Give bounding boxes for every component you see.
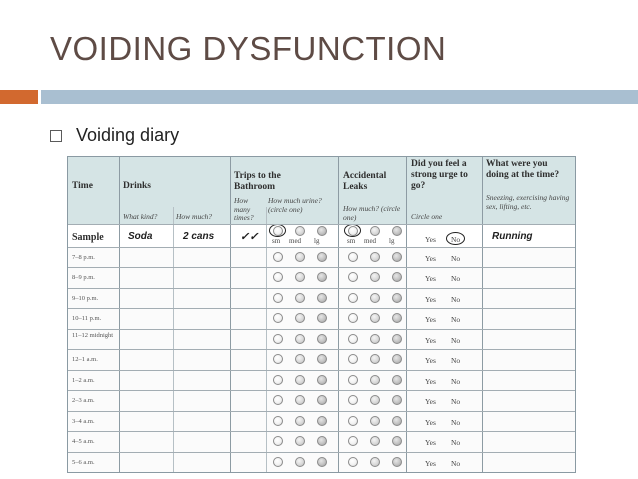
header-drinks-much: How much? <box>176 212 213 221</box>
row-8-leak-sm-circle[interactable] <box>348 416 358 426</box>
column-divider <box>230 157 231 472</box>
row-5-leak-sm-circle[interactable] <box>348 354 358 364</box>
sample-doing: Running <box>492 231 533 242</box>
row-divider <box>68 452 575 453</box>
header-trips-many: How many times? <box>234 196 254 222</box>
row-10-urine-sm-circle[interactable] <box>273 457 283 467</box>
time-slot-label: 5–6 a.m. <box>72 458 95 466</box>
row-5-urine-sm-circle[interactable] <box>273 354 283 364</box>
header-drinks: Drinks <box>123 181 151 191</box>
row-2-urine-med-circle[interactable] <box>295 293 305 303</box>
row-divider <box>68 329 575 330</box>
urge-yes-option[interactable]: Yes <box>425 438 436 447</box>
urge-no-option[interactable]: No <box>451 377 461 386</box>
bullet-item <box>50 125 179 146</box>
row-divider <box>68 349 575 350</box>
row-6-leak-med-circle[interactable] <box>370 375 380 385</box>
urge-no-option[interactable]: No <box>451 254 461 263</box>
row-9-urine-lg-circle[interactable] <box>317 436 327 446</box>
row-1-urine-sm-circle[interactable] <box>273 272 283 282</box>
row-2-leak-med-circle[interactable] <box>370 293 380 303</box>
column-divider <box>338 157 339 472</box>
row-10-urine-med-circle[interactable] <box>295 457 305 467</box>
row-8-leak-med-circle[interactable] <box>370 416 380 426</box>
sample-trips: ✓✓ <box>240 231 259 243</box>
row-3-leak-lg-circle[interactable] <box>392 313 402 323</box>
sample-sm-circled <box>269 224 286 237</box>
time-slot-label: 3–4 a.m. <box>72 417 95 425</box>
row-divider <box>68 308 575 309</box>
row-2-leak-lg-circle[interactable] <box>392 293 402 303</box>
row-divider <box>68 431 575 432</box>
time-slot-label: 4–5 a.m. <box>72 438 95 446</box>
row-10-urine-lg-circle[interactable] <box>317 457 327 467</box>
urge-no-option[interactable]: No <box>451 336 461 345</box>
urge-no-option[interactable]: No <box>451 274 461 283</box>
sample-urine-size-label: lg <box>314 237 320 245</box>
row-0-leak-med-circle[interactable] <box>370 252 380 262</box>
urge-no-option[interactable]: No <box>451 315 461 324</box>
voiding-diary-table <box>67 156 576 473</box>
row-divider <box>68 247 575 248</box>
row-1-urine-lg-circle[interactable] <box>317 272 327 282</box>
row-0-leak-lg-circle[interactable] <box>392 252 402 262</box>
row-0-urine-lg-circle[interactable] <box>317 252 327 262</box>
urge-yes-option[interactable]: Yes <box>425 315 436 324</box>
row-4-urine-sm-circle[interactable] <box>273 334 283 344</box>
sample-yes: Yes <box>425 235 436 244</box>
row-0-urine-sm-circle[interactable] <box>273 252 283 262</box>
row-6-urine-sm-circle[interactable] <box>273 375 283 385</box>
row-4-leak-sm-circle[interactable] <box>348 334 358 344</box>
accent-bar-orange <box>0 90 38 104</box>
row-7-leak-lg-circle[interactable] <box>392 395 402 405</box>
row-3-urine-lg-circle[interactable] <box>317 313 327 323</box>
column-divider <box>482 157 483 472</box>
row-3-urine-med-circle[interactable] <box>295 313 305 323</box>
row-10-leak-sm-circle[interactable] <box>348 457 358 467</box>
row-2-urine-lg-circle[interactable] <box>317 293 327 303</box>
sample-urine-size-label: med <box>289 237 302 245</box>
sample-sm-circled <box>344 224 361 237</box>
row-divider <box>68 224 575 225</box>
row-3-leak-sm-circle[interactable] <box>348 313 358 323</box>
row-4-leak-med-circle[interactable] <box>370 334 380 344</box>
row-8-leak-lg-circle[interactable] <box>392 416 402 426</box>
row-4-leak-lg-circle[interactable] <box>392 334 402 344</box>
time-slot-label: 12–1 a.m. <box>72 356 98 364</box>
row-1-leak-sm-circle[interactable] <box>348 272 358 282</box>
sample-no: No <box>451 235 461 244</box>
row-5-urine-lg-circle[interactable] <box>317 354 327 364</box>
urge-yes-option[interactable]: Yes <box>425 254 436 263</box>
sample-drink-amount: 2 cans <box>183 231 215 242</box>
row-9-urine-med-circle[interactable] <box>295 436 305 446</box>
sample-leak-med-circle[interactable] <box>370 226 380 236</box>
header-trips: Trips to the Bathroom <box>234 171 281 192</box>
sample-urine-lg-circle[interactable] <box>317 226 327 236</box>
header-drinks-kind: What kind? <box>123 212 158 221</box>
row-divider <box>68 267 575 268</box>
urge-no-option[interactable]: No <box>451 397 461 406</box>
row-8-urine-lg-circle[interactable] <box>317 416 327 426</box>
row-8-urine-sm-circle[interactable] <box>273 416 283 426</box>
row-7-urine-sm-circle[interactable] <box>273 395 283 405</box>
row-divider <box>68 370 575 371</box>
header-leaks: Accidental Leaks <box>343 171 387 192</box>
time-slot-label: 7–8 p.m. <box>72 254 95 261</box>
urge-yes-option[interactable]: Yes <box>425 459 436 468</box>
row-3-urine-sm-circle[interactable] <box>273 313 283 323</box>
row-9-urine-sm-circle[interactable] <box>273 436 283 446</box>
time-slot-label: 2–3 a.m. <box>72 397 95 405</box>
sample-label: Sample <box>72 232 104 243</box>
row-5-leak-med-circle[interactable] <box>370 354 380 364</box>
header-trips-urine: How much urine? (circle one) <box>268 196 322 214</box>
header-time: Time <box>72 181 93 191</box>
time-slot-label: 11–12 midnight <box>72 331 114 339</box>
row-6-urine-med-circle[interactable] <box>295 375 305 385</box>
sample-drink-kind: Soda <box>128 231 153 242</box>
row-5-urine-med-circle[interactable] <box>295 354 305 364</box>
header-doing: What were you doing at the time? <box>486 159 560 180</box>
row-0-leak-sm-circle[interactable] <box>348 252 358 262</box>
row-1-leak-lg-circle[interactable] <box>392 272 402 282</box>
row-3-leak-med-circle[interactable] <box>370 313 380 323</box>
time-slot-label: 9–10 p.m. <box>72 294 99 302</box>
row-7-urine-med-circle[interactable] <box>295 395 305 405</box>
row-6-urine-lg-circle[interactable] <box>317 375 327 385</box>
bullet-square-icon <box>50 130 62 142</box>
row-10-leak-lg-circle[interactable] <box>392 457 402 467</box>
row-5-leak-lg-circle[interactable] <box>392 354 402 364</box>
row-2-leak-sm-circle[interactable] <box>348 293 358 303</box>
column-divider <box>406 157 407 472</box>
header-doing-examples: Sneezing, exercising having sex, lifting, etc. <box>486 193 570 211</box>
time-slot-label: 8–9 p.m. <box>72 274 95 282</box>
column-divider <box>119 157 120 472</box>
urge-yes-option[interactable]: Yes <box>425 377 436 386</box>
urge-no-option[interactable]: No <box>451 295 461 304</box>
row-2-urine-sm-circle[interactable] <box>273 293 283 303</box>
row-7-urine-lg-circle[interactable] <box>317 395 327 405</box>
sample-leak-size-label: med <box>364 237 377 245</box>
urge-yes-option[interactable]: Yes <box>425 397 436 406</box>
sample-leak-lg-circle[interactable] <box>392 226 402 236</box>
row-0-urine-med-circle[interactable] <box>295 252 305 262</box>
row-10-leak-med-circle[interactable] <box>370 457 380 467</box>
row-9-leak-med-circle[interactable] <box>370 436 380 446</box>
urge-yes-option[interactable]: Yes <box>425 274 436 283</box>
row-divider <box>68 390 575 391</box>
row-4-urine-med-circle[interactable] <box>295 334 305 344</box>
row-7-leak-sm-circle[interactable] <box>348 395 358 405</box>
row-6-leak-sm-circle[interactable] <box>348 375 358 385</box>
urge-no-option[interactable]: No <box>451 418 461 427</box>
row-8-urine-med-circle[interactable] <box>295 416 305 426</box>
slide-title: VOIDING DYSFUNCTION <box>50 30 447 67</box>
urge-no-option[interactable]: No <box>451 356 461 365</box>
header-leaks-much: How much? (circle one) <box>343 204 401 222</box>
row-1-urine-med-circle[interactable] <box>295 272 305 282</box>
row-divider <box>68 288 575 289</box>
row-1-leak-med-circle[interactable] <box>370 272 380 282</box>
urge-yes-option[interactable]: Yes <box>425 356 436 365</box>
accent-bar-blue <box>41 90 638 104</box>
urge-yes-option[interactable]: Yes <box>425 418 436 427</box>
urge-yes-option[interactable]: Yes <box>425 336 436 345</box>
urge-yes-option[interactable]: Yes <box>425 295 436 304</box>
row-divider <box>68 411 575 412</box>
row-9-leak-lg-circle[interactable] <box>392 436 402 446</box>
bullet-text: Voiding diary <box>76 125 180 145</box>
time-slot-label: 1–2 a.m. <box>72 376 95 384</box>
row-6-leak-lg-circle[interactable] <box>392 375 402 385</box>
urge-no-option[interactable]: No <box>451 438 461 447</box>
urge-no-option[interactable]: No <box>451 459 461 468</box>
sample-urine-med-circle[interactable] <box>295 226 305 236</box>
header-urge-circle: Circle one <box>411 212 443 221</box>
row-4-urine-lg-circle[interactable] <box>317 334 327 344</box>
sample-leak-size-label: lg <box>389 237 395 245</box>
row-7-leak-med-circle[interactable] <box>370 395 380 405</box>
sample-urine-size-label: sm <box>272 237 281 245</box>
sample-leak-size-label: sm <box>347 237 356 245</box>
row-9-leak-sm-circle[interactable] <box>348 436 358 446</box>
header-urge: Did you feel a strong urge to go? <box>411 159 468 191</box>
sample-no-circled <box>446 232 465 245</box>
time-slot-label: 10–11 p.m. <box>72 315 102 323</box>
